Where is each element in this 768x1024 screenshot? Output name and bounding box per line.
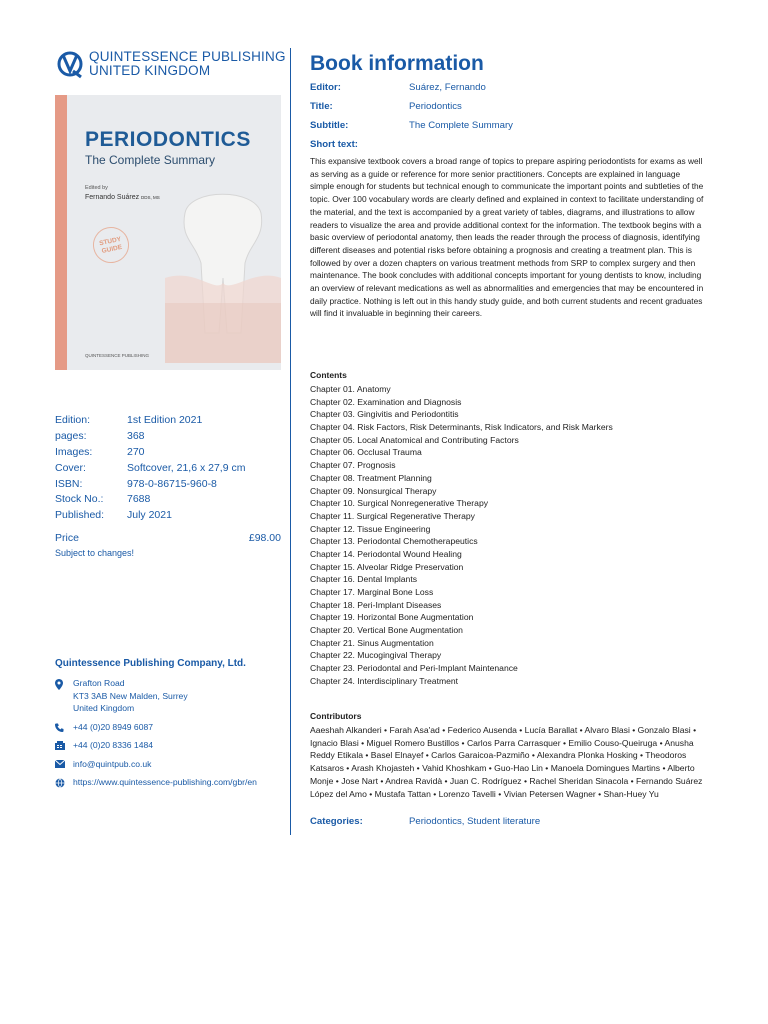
cover-edited-by: Edited by	[85, 185, 108, 191]
email-link[interactable]: info@quintpub.co.uk	[73, 758, 152, 769]
chapter-item: Chapter 11. Surgical Regenerative Therapy	[310, 510, 475, 521]
editor-value[interactable]: Suárez, Fernando	[409, 82, 486, 93]
company-email[interactable]	[55, 758, 281, 771]
price-value: £98.00	[248, 532, 281, 544]
envelope-icon	[55, 758, 73, 768]
chapter-item: Chapter 07. Prognosis	[310, 460, 396, 471]
cover-stripe	[55, 95, 67, 370]
phone-icon	[55, 721, 73, 732]
chapter-item: Chapter 20. Vertical Bone Augmentation	[310, 625, 463, 636]
categories-value[interactable]: Periodontics, Student literature	[409, 816, 541, 827]
price-label: Price	[55, 532, 79, 544]
cover-publisher-mark: QUINTESSENCE PUBLISHING	[85, 353, 150, 358]
chapter-item: Chapter 02. Examination and Diagnosis	[310, 396, 462, 407]
chapter-item: Chapter 23. Periodontal and Peri-Implant Maintenance	[310, 663, 518, 674]
short-text-body: This expansive textbook covers a broad range of topics to prepare aspiring periodontists for exams as well as serving as a guide or reference for more senior practitioners. Concepts are explained in language simple enough for students but technical enough to communicate the important points and subtleties of the topic. Over 100 vocabulary words are clearly defined and explained in context to facilitate understanding of the material, and the text is accompanied by a great variety of tables, diagrams, and illustrations to allow readers to visualize the area and provide additional context for the information. The textbook begins with a basic overview of periodontal anatomy, then leads the reader through the process of diagnosis, identifying different diseases and potential risks before obtaining a prognosis and creating a treatment plan. This is followed by over a dozen chapters on various treatment methods from SRP to complex surgery and then maintenance. The book concludes with additional concepts important for young dentists to know, including an overview of relevant medications as well as abnormalities and emergencies that may be encountered in daily practice. Nothing is left out in this handy study guide, and both current students and recent graduates will find it invaluable in beginning their careers.	[310, 156, 704, 319]
chapter-item: Chapter 05. Local Anatomical and Contributing Factors	[310, 434, 519, 445]
editor-label: Editor:	[310, 82, 341, 93]
subtitle-label: Subtitle:	[310, 120, 349, 131]
price-row	[55, 532, 281, 544]
spec-edition: Edition: 1st Edition 2021	[55, 414, 203, 426]
title-row	[310, 101, 710, 120]
chapter-item: Chapter 17. Marginal Bone Loss	[310, 587, 434, 597]
company-web[interactable]	[55, 776, 281, 789]
contents-section	[310, 370, 710, 688]
column-divider	[290, 48, 291, 835]
qp-logo-icon	[55, 49, 85, 79]
contents-heading: Contents	[310, 370, 347, 380]
subtitle-row	[310, 120, 710, 139]
study-guide-badge: STUDY GUIDE	[90, 224, 133, 267]
chapter-item: Chapter 15. Alveolar Ridge Preservation	[310, 561, 464, 572]
publisher-name-line1: QUINTESSENCE PUBLISHING	[89, 49, 286, 64]
cover-title: PERIODONTICS	[85, 128, 251, 151]
chapter-list	[310, 383, 710, 688]
fax-number: +44 (0)20 8336 1484	[73, 740, 154, 750]
chapter-item: Chapter 21. Sinus Augmentation	[310, 637, 434, 648]
phone-number[interactable]: +44 (0)20 8949 6087	[73, 721, 154, 732]
chapter-item: Chapter 16. Dental Implants	[310, 574, 418, 585]
categories-label: Categories:	[310, 816, 363, 827]
company-contact	[55, 658, 281, 795]
chapter-item: Chapter 10. Surgical Nonregenerative Therapy	[310, 498, 489, 509]
chapter-item: Chapter 24. Interdisciplinary Treatment	[310, 675, 459, 686]
spec-isbn: ISBN: 978-0-86715-960-8	[55, 477, 217, 490]
spec-published: Published: July 2021	[55, 509, 172, 522]
title-label: Title:	[310, 101, 333, 112]
book-information	[310, 52, 710, 320]
price-note: Subject to changes!	[55, 548, 135, 558]
company-fax	[55, 739, 281, 752]
publisher-name-line2: UNITED KINGDOM	[89, 63, 211, 78]
book-specs	[55, 413, 281, 524]
cover-author: Fernando Suárez DDS, MS	[85, 194, 160, 201]
website-link[interactable]: https://www.quintessence-publishing.com/gbr/en	[73, 777, 257, 787]
chapter-item: Chapter 08. Treatment Planning	[310, 472, 432, 483]
company-name: Quintessence Publishing Company, Ltd.	[55, 658, 246, 669]
book-cover-image	[55, 95, 281, 370]
chapter-item: Chapter 18. Peri-Implant Diseases	[310, 599, 442, 610]
spec-cover: Cover: Softcover, 21,6 x 27,9 cm	[55, 461, 246, 474]
address-line-1: Grafton Road	[73, 678, 125, 688]
globe-icon	[55, 776, 73, 788]
chapter-item: Chapter 19. Horizontal Bone Augmentation	[310, 612, 474, 623]
contributors-section	[310, 711, 710, 800]
chapter-item: Chapter 03. Gingivitis and Periodontitis	[310, 409, 459, 420]
company-phone[interactable]	[55, 721, 281, 734]
contributors-list: Aaeshah Alkanderi • Farah Asa'ad • Federico Ausenda • Lucía Barallat • Alvaro Blasi • Gonzalo Blasi • Ignacio Blasi • Miguel Romero Bustillos • Carlos Parra Carrasquer • Emilio Couso-Queiruga • Anusha Reddy Etikala • Basel Elnayef • Carlos Garaicoa-Pazmiño • Alexandra Plonka Hosking • Theodoros Katsaros • Arash Khojasteh • Vahid Khoshkam • Guo-Hao Lin • Manoela Domingues Martins • Alberto Monje • Jose Nart • Andrea Ravidà • Juan C. Rodríguez • Rachel Sheridan Sinacola • Fernando Suárez López del Amo • Mustafa Tattan • Lorenzo Tavelli • Vivian Petersen Wagner • Shan-Huey Yu	[310, 725, 703, 799]
spec-stock-no: Stock No.: 7688	[55, 493, 151, 506]
address-line-3: United Kingdom	[73, 703, 135, 713]
contributors-heading: Contributors	[310, 711, 362, 721]
left-column	[55, 48, 286, 80]
chapter-item: Chapter 14. Periodontal Wound Healing	[310, 548, 462, 559]
map-pin-icon	[55, 677, 73, 690]
address-line-2: KT3 3AB New Malden, Surrey	[73, 690, 188, 701]
editor-row	[310, 82, 710, 101]
page-title: Book information	[310, 52, 484, 75]
spec-pages: pages: 368	[55, 429, 145, 442]
tooth-illustration-icon	[165, 183, 281, 363]
chapter-item: Chapter 09. Nonsurgical Therapy	[310, 485, 437, 496]
spec-images: Images: 270	[55, 445, 145, 458]
chapter-item: Chapter 12. Tissue Engineering	[310, 523, 431, 534]
chapter-item: Chapter 04. Risk Factors, Risk Determinants, Risk Indicators, and Risk Markers	[310, 422, 613, 433]
title-value: Periodontics	[409, 101, 462, 112]
short-text-label: Short text:	[310, 139, 358, 150]
chapter-item: Chapter 01. Anatomy	[310, 384, 391, 394]
subtitle-value: The Complete Summary	[409, 120, 513, 131]
fax-icon	[55, 739, 73, 750]
categories-row	[310, 816, 540, 827]
publisher-logo[interactable]	[55, 48, 286, 80]
chapter-item: Chapter 22. Mucogingival Therapy	[310, 650, 442, 661]
cover-subtitle: The Complete Summary	[85, 153, 216, 167]
chapter-item: Chapter 06. Occlusal Trauma	[310, 447, 422, 458]
company-address	[55, 677, 281, 715]
chapter-item: Chapter 13. Periodontal Chemotherapeutics	[310, 536, 478, 547]
